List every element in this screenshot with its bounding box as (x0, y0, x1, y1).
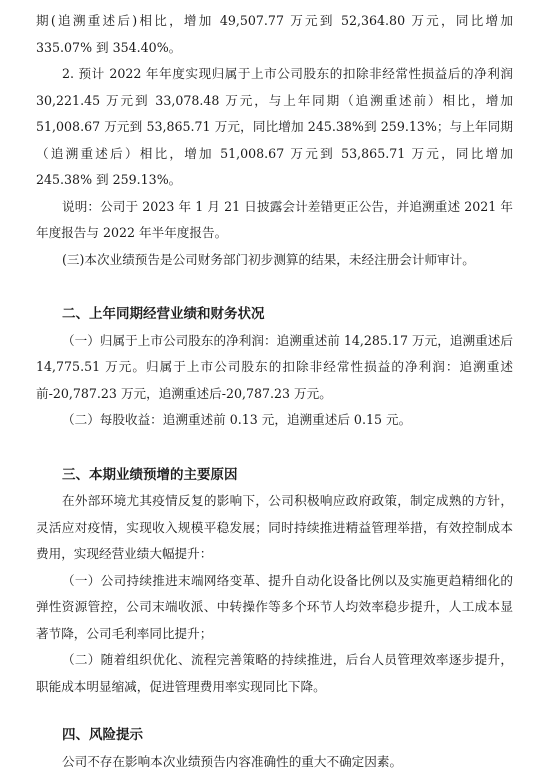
paragraph-unaudited: (三)本次业绩预告是公司财务部门初步测算的结果，未经注册会计师审计。 (62, 251, 475, 267)
section-heading-risk: 四、风险提示 (62, 727, 143, 743)
paragraph-prior-eps: （二）每股收益：追溯重述前 0.13 元，追溯重述后 0.15 元。 (62, 412, 412, 427)
section-spacer (36, 434, 513, 462)
paragraph-prior-net-profit: （一）归属于上市公司股东的净利润：追溯重述前 14,285.17 万元，追溯重述后 14,775.51 万元。归属于上市公司股东的扣除非经常性损益的净利润：追溯重述前-20,787.23 万元，追溯重述后-20,787.23 万元。 (36, 332, 513, 401)
paragraph-reason-two: （二）随着组织优化、流程完善策略的持续推进，后台人员管理效率逐步提升，职能成本明显缩减，促进管理费用率实现同比下降。 (36, 652, 513, 694)
paragraph-risk: 公司不存在影响本次业绩预告内容准确性的重大不确定因素。 (62, 753, 403, 769)
paragraph-forecast-deducted-profit: 2. 预计 2022 年年度实现归属于上市公司股东的扣除非经常性损益后的净利润 30,221.45 万元到 33,078.48 万元，与上年同期（追溯重述前）相比，增加 51,008.67 万元到 53,865.71 万元，同比增加 245.38%到 259.13%；与上年同期（追溯重述后）相比，增加 51,008.67 万元到 53,865.71 万元，同比增加 245.38% 到 259.13%。 (36, 66, 513, 187)
paragraph-reason-one: （一）公司持续推进末端网络变革、提升自动化设备比例以及实施更趋精细化的弹性资源管控，公司末端收派、中转操作等多个环节人均效率稳步提升，人工成本显著节降，公司毛利率同比提升； (36, 572, 513, 641)
section-heading-prior-year: 二、上年同期经营业绩和财务状况 (62, 306, 265, 322)
section-spacer (36, 273, 513, 301)
paragraph-continued: 期(追溯重述后)相比，增加 49,507.77 万元到 52,364.80 万元，同比增加 335.07% 到 354.40%。 (36, 13, 513, 55)
paragraph-reasons-intro: 在外部环境尤其疫情反复的影响下，公司积极响应政府政策，制定成熟的方针，灵活应对疫情，实现收入规模平稳发展；同时持续推进精益管理举措，有效控制成本费用，实现经营业绩大幅提升： (36, 493, 513, 561)
section-spacer (36, 700, 513, 722)
paragraph-note: 说明：公司于 2023 年 1 月 21 日披露会计差错更正公告，并追溯重述 2021 年年度报告与 2022 年半年度报告。 (36, 198, 513, 240)
section-heading-reasons: 三、本期业绩预增的主要原因 (62, 466, 238, 483)
